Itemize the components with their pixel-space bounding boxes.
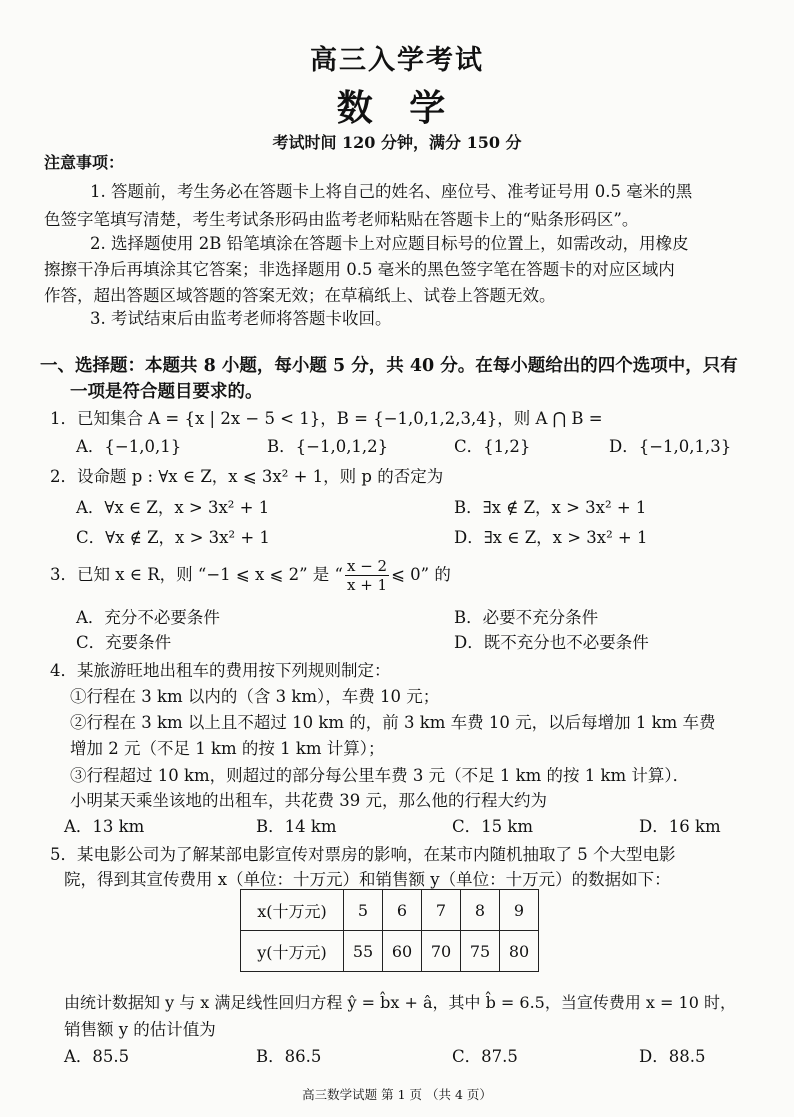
q5-option-a: A．85.5 xyxy=(64,1047,130,1066)
q5-text-1: 由统计数据知 y 与 x 满足线性回归方程 ŷ = b̂x + â，其中 b̂ = 6.5，当宣传费用 x = 10 时， xyxy=(64,993,736,1012)
page-footer: 高三数学试题 第 1 页 （共 4 页） xyxy=(302,1087,492,1102)
table-cell: 6 xyxy=(383,890,422,931)
table-header-x: x(十万元) xyxy=(241,890,344,931)
note-line: 3. 考试结束后由监考老师将答题卡收回。 xyxy=(90,309,392,328)
question-2-stem: 2．设命题 p : ∀x ∈ Z，x ⩽ 3x² + 1，则 p 的否定为 xyxy=(50,467,444,486)
q3-option-a: A．充分不必要条件 xyxy=(76,608,220,627)
note-line: 色签字笔填写清楚，考生考试条形码由监考老师粘贴在答题卡上的“贴条形码区”。 xyxy=(44,210,639,229)
table-cell: 8 xyxy=(461,890,500,931)
q3-fraction xyxy=(345,557,389,594)
q4-question: 小明某天乘坐该地的出租车，共花费 39 元，那么他的行程大约为 xyxy=(70,791,547,810)
q4-rule-1: ①行程在 3 km 以内的（含 3 km），车费 10 元； xyxy=(70,687,440,706)
table-cell: 80 xyxy=(500,931,539,972)
table-cell: 9 xyxy=(500,890,539,931)
q2-option-c: C．∀x ∉ Z，x > 3x² + 1 xyxy=(76,528,270,547)
q3-fraction-denominator: x + 1 xyxy=(346,576,388,594)
note-line: 2. 选择题使用 2B 铅笔填涂在答题卡上对应题目标号的位置上，如需改动，用橡皮 xyxy=(90,234,689,253)
q2-option-a: A．∀x ∈ Z，x > 3x² + 1 xyxy=(76,498,270,517)
q1-option-d: D．{−1,0,1,3} xyxy=(609,437,732,456)
q3-fraction-numerator: x − 2 xyxy=(346,557,388,575)
q5-text-2: 销售额 y 的估计值为 xyxy=(64,1020,216,1039)
q3-stem-pre: 3．已知 x ∈ R，则 “−1 ⩽ x ⩽ 2” 是 “ xyxy=(50,565,343,584)
table-cell: 70 xyxy=(422,931,461,972)
section-heading-cont: 一项是符合题目要求的。 xyxy=(70,382,263,402)
q5-option-d: D．88.5 xyxy=(639,1047,706,1066)
question-5-stem-cont: 院，得到其宣传费用 x（单位：十万元）和销售额 y（单位：十万元）的数据如下： xyxy=(64,870,671,889)
q1-option-b: B．{−1,0,1,2} xyxy=(267,437,389,456)
table-row xyxy=(241,931,539,972)
notes-title: 注意事项： xyxy=(44,153,125,172)
q3-option-d: D．既不充分也不必要条件 xyxy=(454,633,649,652)
table-cell: 7 xyxy=(422,890,461,931)
q5-option-b: B．86.5 xyxy=(256,1047,322,1066)
question-4-stem: 4．某旅游旺地出租车的费用按下列规则制定： xyxy=(50,661,391,680)
q3-stem-post: ⩽ 0” 的 xyxy=(391,565,451,584)
q4-option-c: C．15 km xyxy=(452,817,534,836)
question-5-stem: 5．某电影公司为了解某部电影宣传对票房的影响，在某市内随机抽取了 5 个大型电影 xyxy=(50,845,676,864)
data-table xyxy=(240,889,539,972)
note-line: 擦擦干净后再填涂其它答案；非选择题用 0.5 毫米的黑色签字笔在答题卡的对应区域内 xyxy=(44,260,675,279)
q4-option-d: D．16 km xyxy=(639,817,721,836)
q3-option-c: C．充要条件 xyxy=(76,633,172,652)
exam-info: 考试时间 120 分钟，满分 150 分 xyxy=(272,133,522,152)
table-cell: 5 xyxy=(344,890,383,931)
table-row xyxy=(241,890,539,931)
table-cell: 55 xyxy=(344,931,383,972)
note-line: 作答，超出答题区域答题的答案无效；在草稿纸上、试卷上答题无效。 xyxy=(44,286,556,305)
q4-rule-2: ②行程在 3 km 以上且不超过 10 km 的，前 3 km 车费 10 元，以后每增加 1 km 车费 xyxy=(70,713,716,732)
section-heading: 一、选择题：本题共 8 小题，每小题 5 分，共 40 分。在每小题给出的四个选项中，只有 xyxy=(40,356,738,376)
table-cell: 75 xyxy=(461,931,500,972)
table-header-y: y(十万元) xyxy=(241,931,344,972)
table-cell: 60 xyxy=(383,931,422,972)
subject-title: 数 学 xyxy=(336,87,458,129)
q3-option-b: B．必要不充分条件 xyxy=(454,608,599,627)
exam-title: 高三入学考试 xyxy=(310,45,484,76)
q4-rule-3: ③行程超过 10 km，则超过的部分每公里车费 3 元（不足 1 km 的按 1 km 计算）． xyxy=(70,766,690,785)
q1-option-c: C．{1,2} xyxy=(454,437,531,456)
q5-option-c: C．87.5 xyxy=(452,1047,518,1066)
q4-rule-2-cont: 增加 2 元（不足 1 km 的按 1 km 计算）； xyxy=(70,739,385,758)
q4-option-a: A．13 km xyxy=(64,817,145,836)
question-3-stem xyxy=(50,557,451,594)
q4-option-b: B．14 km xyxy=(256,817,337,836)
q1-option-a: A．{−1,0,1} xyxy=(76,437,182,456)
q2-option-b: B．∃x ∉ Z，x > 3x² + 1 xyxy=(454,498,647,517)
question-1-stem: 1．已知集合 A = {x | 2x − 5 < 1}，B = {−1,0,1,2,3,4}，则 A ⋂ B = xyxy=(50,409,603,428)
q2-option-d: D．∃x ∈ Z，x > 3x² + 1 xyxy=(454,528,648,547)
note-line: 1. 答题前，考生务必在答题卡上将自己的姓名、座位号、准考证号用 0.5 毫米的黑 xyxy=(90,182,693,201)
